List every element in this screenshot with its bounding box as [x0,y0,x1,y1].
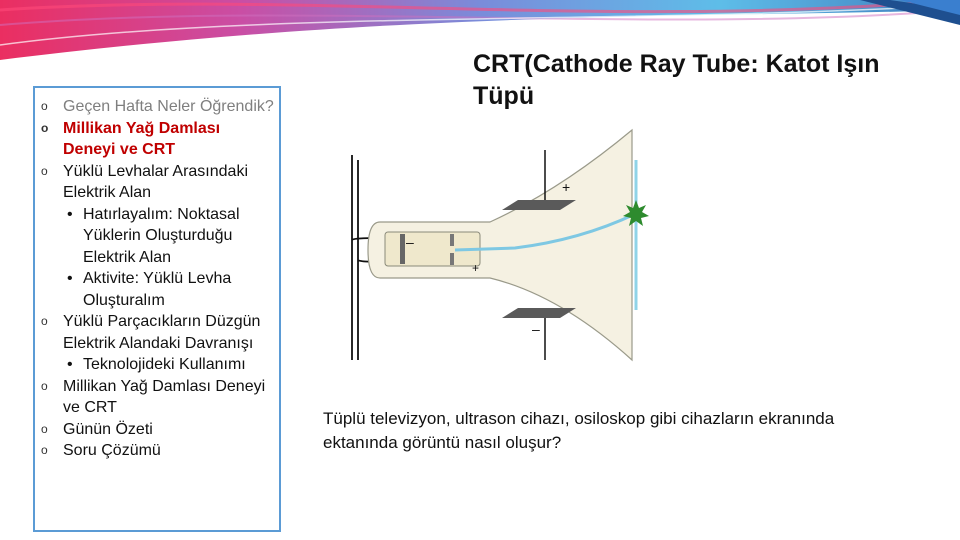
agenda-item-label: Günün Özeti [63,420,153,438]
agenda-sublist [63,354,275,376]
agenda-subitem[interactable] [63,354,275,376]
circle-bullet-icon: o [41,443,48,457]
agenda-item-label: Yüklü Parçacıkların Düzgün Elektrik Alandaki Davranışı [63,313,261,352]
agenda-subitem-label: Aktivite: Yüklü Levha Oluşturalım [83,270,232,309]
cathode-plate [400,234,405,264]
anode-plate [450,234,454,246]
cathode-sign: – [406,234,414,250]
agenda-subitem[interactable] [63,204,275,269]
agenda-item-label: Millikan Yağ Damlası Deneyi ve CRT [63,377,266,416]
question-caption: Tüplü televizyon, ultrason cihazı, osiloskop gibi cihazların ekranında ektanında görüntü nasıl oluşur? [323,409,835,452]
circle-bullet-icon: o [41,421,48,436]
agenda-sublist [63,204,275,312]
circle-bullet-icon: o [41,378,48,393]
circle-bullet-icon: o [41,314,48,328]
upper-plate-sign: + [562,179,571,195]
agenda-item-3[interactable] [41,161,275,312]
agenda-item-label: Soru Çözümü [63,442,161,459]
anode-sign: + [472,261,480,275]
circle-bullet-icon: o [41,163,48,178]
crt-diagram [340,120,660,370]
lower-deflection-plate [502,308,576,318]
agenda-item-label: Geçen Hafta Neler Öğrendik? [63,98,274,115]
agenda-item-label: Yüklü Levhalar Arasındaki Elektrik Alan [63,162,248,201]
agenda-item-4[interactable] [41,311,275,376]
dot-bullet-icon: • [67,270,73,287]
dot-bullet-icon: • [67,356,73,373]
agenda-subitem-label: Teknolojideki Kullanımı [83,356,246,373]
agenda-subitem-label: Hatırlayalım: Noktasal Yüklerin Oluşturduğu Elektrik Alan [83,205,240,266]
agenda-item-7[interactable] [41,440,275,462]
lower-plate-sign: – [532,321,540,337]
agenda-panel [33,86,281,532]
agenda-subitem[interactable] [63,268,275,311]
agenda-list [41,96,275,462]
slide-title: CRT(Cathode Ray Tube: Katot Işın Tüpü [473,50,880,110]
agenda-item-label: Millikan Yağ Damlası Deneyi ve CRT [63,119,221,158]
circle-bullet-icon: o [41,99,48,113]
agenda-item-6[interactable] [41,419,275,441]
anode-plate [450,253,454,265]
dot-bullet-icon: • [67,205,73,223]
agenda-item-5[interactable] [41,376,275,419]
circle-bullet-icon: o [41,120,49,135]
agenda-item-2[interactable] [41,118,275,161]
agenda-item-1[interactable] [41,96,275,118]
